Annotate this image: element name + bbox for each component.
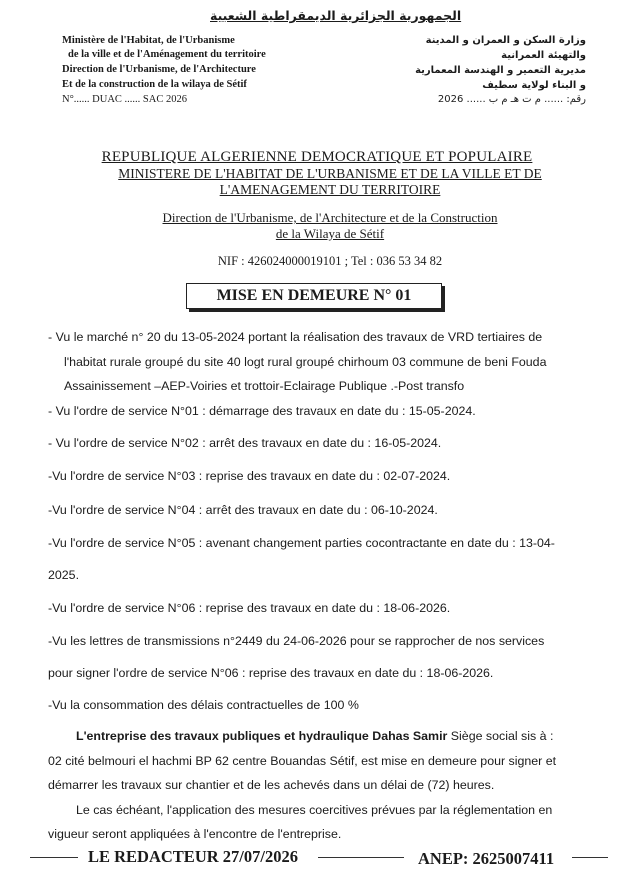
direction-title-line-2: de la Wilaya de Sétif [275,226,385,241]
arabic-republic-title: الجمهورية الجزائرية الديمقراطية الشعبية [210,8,462,23]
body-line-7: -Vu l'ordre de service N°04 : arrêt des travaux en date du : 06-10-2024. [48,503,438,517]
body-line-2: l'habitat rurale groupé du site 40 logt rural groupé chirhoum 03 commune de beni Fouda [64,355,547,369]
body-line-5: - Vu l'ordre de service N°02 : arrêt des travaux en date du : 16-05-2024. [48,436,442,450]
body-line-14 [76,729,553,743]
body-line-1: - Vu le marché n° 20 du 13-05-2024 portant la réalisation des travaux de VRD tertiaires de [48,330,543,344]
body-line-16: démarrer les travaux sur chantier et de les achevés dans un délai de (72) heures. [48,778,495,792]
ministry-line-fr-2: de la ville et de l'Aménagement du territoire [68,49,266,60]
ministry-line-ar-2: والتهيئة العمرانية [501,50,586,61]
reference-number-ar: رقم: ...... م ت هـ م ب ...... 2026 [437,94,586,105]
redacteur-signature: LE REDACTEUR 27/07/2026 [88,847,298,866]
notice-title: MISE EN DEMEURE N° 01 [216,287,412,304]
body-line-12: pour signer l'ordre de service N°06 : reprise des travaux en date du : 18-06-2026. [48,666,494,680]
ministry-line-ar-4: و البناء لولاية سطيف [482,80,586,91]
footer-rule-right [572,857,608,858]
body-line-13: -Vu la consommation des délais contractuelles de 100 % [48,698,359,712]
body-line-11: -Vu les lettres de transmissions n°2449 du 24-06-2026 pour se rapprocher de nos services [48,634,545,648]
footer-rule-middle [318,857,404,858]
ministry-line-fr-4: Et de la construction de la wilaya de Sétif [62,79,247,90]
body-line-10: -Vu l'ordre de service N°06 : reprise des travaux en date du : 18-06-2026. [48,601,451,615]
reference-number-fr: N°...... DUAC ...... SAC 2026 [62,94,187,105]
ministry-line-ar-1: وزارة السكن و العمران و المدينة [425,35,586,46]
company-name: L'entreprise des travaux publiques et hydraulique Dahas Samir [76,729,448,743]
body-line-18: vigueur seront appliquées à l'encontre de l'entreprise. [48,827,342,841]
headquarters-label: Siège social sis à : [447,729,554,743]
notice-title-box [186,283,442,309]
ministry-line-fr-1: Ministère de l'Habitat, de l'Urbanisme [62,35,235,46]
body-line-4: - Vu l'ordre de service N°01 : démarrage des travaux en date du : 15-05-2024. [48,404,476,418]
republic-title: REPUBLIQUE ALGERIENNE DEMOCRATIQUE ET POPULAIRE [101,149,533,165]
body-line-6: -Vu l'ordre de service N°03 : reprise des travaux en date du : 02-07-2024. [48,469,451,483]
body-line-3: Assainissement –AEP-Voiries et trottoir-Eclairage Publique .-Post transfo [64,379,465,393]
ministry-title-line-2: L'AMENAGEMENT DU TERRITOIRE [219,182,441,197]
ministry-line-fr-3: Direction de l'Urbanisme, de l'Architecture [62,64,256,75]
ministry-title-line-1: MINISTERE DE L'HABITAT DE L'URBANISME ET DE LA VILLE ET DE [118,166,542,181]
body-line-8: -Vu l'ordre de service N°05 : avenant changement parties cocontractante en date du : 13-04- [48,536,555,550]
footer-rule-left [30,857,78,858]
body-line-9: 2025. [48,568,80,582]
direction-title-line-1: Direction de l'Urbanisme, de l'Architecture et de la Construction [162,210,498,225]
anep-number: ANEP: 2625007411 [418,849,555,868]
body-line-17: Le cas échéant, l'application des mesures coercitives prévues par la réglementation en [76,803,553,817]
body-line-15: 02 cité belmouri el hachmi BP 62 centre Bouandas Sétif, est mise en demeure pour signer et [48,754,557,768]
ministry-line-ar-3: مديرية التعمير و الهندسة المعمارية [415,65,586,76]
nif-and-phone: NIF : 426024000019101 ; Tel : 036 53 34 82 [217,254,443,268]
